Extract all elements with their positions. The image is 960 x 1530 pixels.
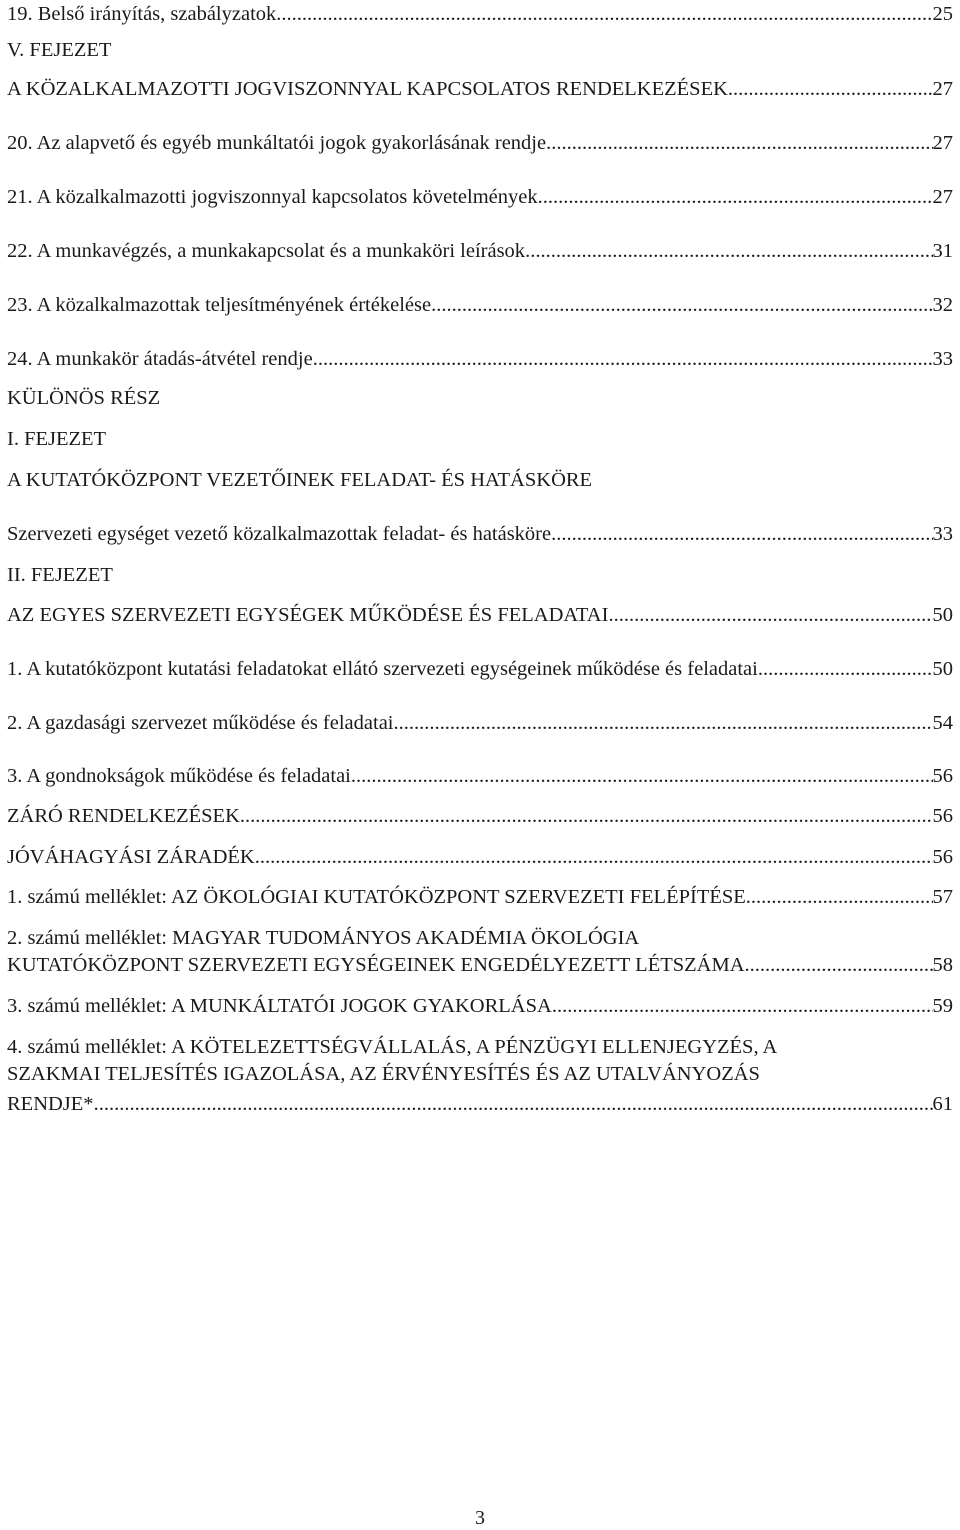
dot-leader bbox=[240, 802, 933, 830]
toc-entry-title: ZÁRÓ RENDELKEZÉSEK bbox=[7, 805, 240, 827]
dot-leader bbox=[608, 601, 932, 629]
toc-page-number: 50 bbox=[932, 604, 953, 626]
toc-entry-title: 2. A gazdasági szervezet működése és feladatai bbox=[7, 712, 394, 734]
dot-leader bbox=[313, 345, 933, 373]
dot-leader bbox=[94, 1090, 933, 1118]
toc-entry-title: 22. A munkavégzés, a munkakapcsolat és a munkaköri leírások bbox=[7, 240, 526, 262]
dot-leader bbox=[546, 129, 932, 157]
toc-page-number: 56 bbox=[932, 805, 953, 827]
toc-entry-s2[interactable] bbox=[7, 709, 953, 737]
toc-entry-title: A KÖZALKALMAZOTTI JOGVISZONNYAL KAPCSOLATOS RENDELKEZÉSEK bbox=[7, 78, 728, 100]
toc-entry-title: 19. Belső irányítás, szabályzatok bbox=[7, 3, 277, 25]
toc-entry-chapter-i[interactable] bbox=[7, 520, 953, 548]
dot-leader bbox=[552, 992, 933, 1020]
toc-entry-annex-4-line-1: 4. számú melléklet: A KÖTELEZETTSÉGVÁLLALÁS, A PÉNZÜGYI ELLENJEGYZÉS, A bbox=[7, 1036, 778, 1058]
toc-entry-23[interactable] bbox=[7, 291, 953, 319]
toc-entry-title: 20. Az alapvető és egyéb munkáltatói jogok gyakorlásának rendje bbox=[7, 132, 547, 154]
toc-page-number: 33 bbox=[932, 348, 953, 370]
dot-leader bbox=[351, 762, 933, 790]
toc-page-number: 31 bbox=[932, 240, 953, 262]
toc-entry-22[interactable] bbox=[7, 237, 953, 265]
toc-entry-title: AZ EGYES SZERVEZETI EGYSÉGEK MŰKÖDÉSE ÉS FELADATAI bbox=[7, 604, 609, 626]
toc-entry-s3[interactable] bbox=[7, 762, 953, 790]
toc-entry-20[interactable] bbox=[7, 129, 953, 157]
toc-entry-title: RENDJE* bbox=[7, 1093, 94, 1115]
toc-entry-approval[interactable] bbox=[7, 843, 953, 871]
toc-entry-title: Szervezeti egységet vezető közalkalmazottak feladat- és hatásköre bbox=[7, 523, 552, 545]
toc-entry-24[interactable] bbox=[7, 345, 953, 373]
toc-page-number: 57 bbox=[932, 886, 953, 908]
dot-leader bbox=[538, 183, 933, 211]
toc-entry-title: 24. A munkakör átadás-átvétel rendje bbox=[7, 348, 313, 370]
toc-page-number: 27 bbox=[932, 132, 953, 154]
toc-entry-chapter-ii-title[interactable] bbox=[7, 601, 953, 629]
toc-entry-title: 1. számú melléklet: AZ ÖKOLÓGIAI KUTATÓKÖZPONT SZERVEZETI FELÉPÍTÉSE bbox=[7, 886, 746, 908]
toc-entry-title: 1. A kutatóközpont kutatási feladatokat ellátó szervezeti egységeinek működése és feladatai bbox=[7, 658, 758, 680]
page-number: 3 bbox=[475, 1507, 485, 1529]
toc-entry-title: 21. A közalkalmazotti jogviszonnyal kapcsolatos követelmények bbox=[7, 186, 538, 208]
toc-entry-annex-4[interactable] bbox=[7, 1090, 953, 1118]
toc-page-number: 56 bbox=[932, 765, 953, 787]
toc-entry-annex-2[interactable] bbox=[7, 951, 953, 979]
toc-entry-s1[interactable] bbox=[7, 655, 953, 683]
toc-entry-21[interactable] bbox=[7, 183, 953, 211]
dot-leader bbox=[525, 237, 932, 265]
toc-entry-title: KUTATÓKÖZPONT SZERVEZETI EGYSÉGEINEK ENGEDÉLYEZETT LÉTSZÁMA bbox=[7, 954, 745, 976]
dot-leader bbox=[746, 883, 933, 911]
dot-leader bbox=[745, 951, 933, 979]
toc-page-number: 25 bbox=[932, 3, 953, 25]
section-heading-special-part: KÜLÖNÖS RÉSZ bbox=[7, 387, 161, 409]
chapter-heading-v: V. FEJEZET bbox=[7, 39, 112, 61]
toc-page-number: 50 bbox=[932, 658, 953, 680]
toc-entry-19[interactable] bbox=[7, 0, 953, 28]
toc-page-number: 27 bbox=[932, 78, 953, 100]
toc-entry-title: 3. A gondnokságok működése és feladatai bbox=[7, 765, 351, 787]
toc-entry-annex-1[interactable] bbox=[7, 883, 953, 911]
toc-page-number: 58 bbox=[932, 954, 953, 976]
dot-leader bbox=[276, 0, 932, 28]
toc-page-number: 27 bbox=[932, 186, 953, 208]
toc-entry-title: 23. A közalkalmazottak teljesítményének értékelése bbox=[7, 294, 432, 316]
toc-entry-annex-4-line-2: SZAKMAI TELJESÍTÉS IGAZOLÁSA, AZ ÉRVÉNYESÍTÉS ÉS AZ UTALVÁNYOZÁS bbox=[7, 1063, 760, 1085]
toc-page-number: 33 bbox=[932, 523, 953, 545]
dot-leader bbox=[255, 843, 933, 871]
dot-leader bbox=[551, 520, 932, 548]
chapter-heading-ii: II. FEJEZET bbox=[7, 564, 113, 586]
dot-leader bbox=[431, 291, 932, 319]
chapter-heading-i: I. FEJEZET bbox=[7, 428, 107, 450]
toc-page-number: 59 bbox=[932, 995, 953, 1017]
toc-entry-annex-2-line-1: 2. számú melléklet: MAGYAR TUDOMÁNYOS AKADÉMIA ÖKOLÓGIA bbox=[7, 927, 640, 949]
toc-entry-title: JÓVÁHAGYÁSI ZÁRADÉK bbox=[7, 846, 255, 868]
dot-leader bbox=[728, 75, 933, 103]
dot-leader bbox=[394, 709, 933, 737]
toc-page-number: 56 bbox=[932, 846, 953, 868]
chapter-i-title: A KUTATÓKÖZPONT VEZETŐINEK FELADAT- ÉS HATÁSKÖRE bbox=[7, 469, 593, 491]
toc-entry-annex-3[interactable] bbox=[7, 992, 953, 1020]
toc-page-number: 54 bbox=[932, 712, 953, 734]
toc-entry-closing[interactable] bbox=[7, 802, 953, 830]
dot-leader bbox=[758, 655, 933, 683]
toc-entry-chapter-v-title[interactable] bbox=[7, 75, 953, 103]
toc-entry-title: 3. számú melléklet: A MUNKÁLTATÓI JOGOK GYAKORLÁSA bbox=[7, 995, 552, 1017]
toc-page-number: 32 bbox=[932, 294, 953, 316]
toc-page-number: 61 bbox=[932, 1093, 953, 1115]
